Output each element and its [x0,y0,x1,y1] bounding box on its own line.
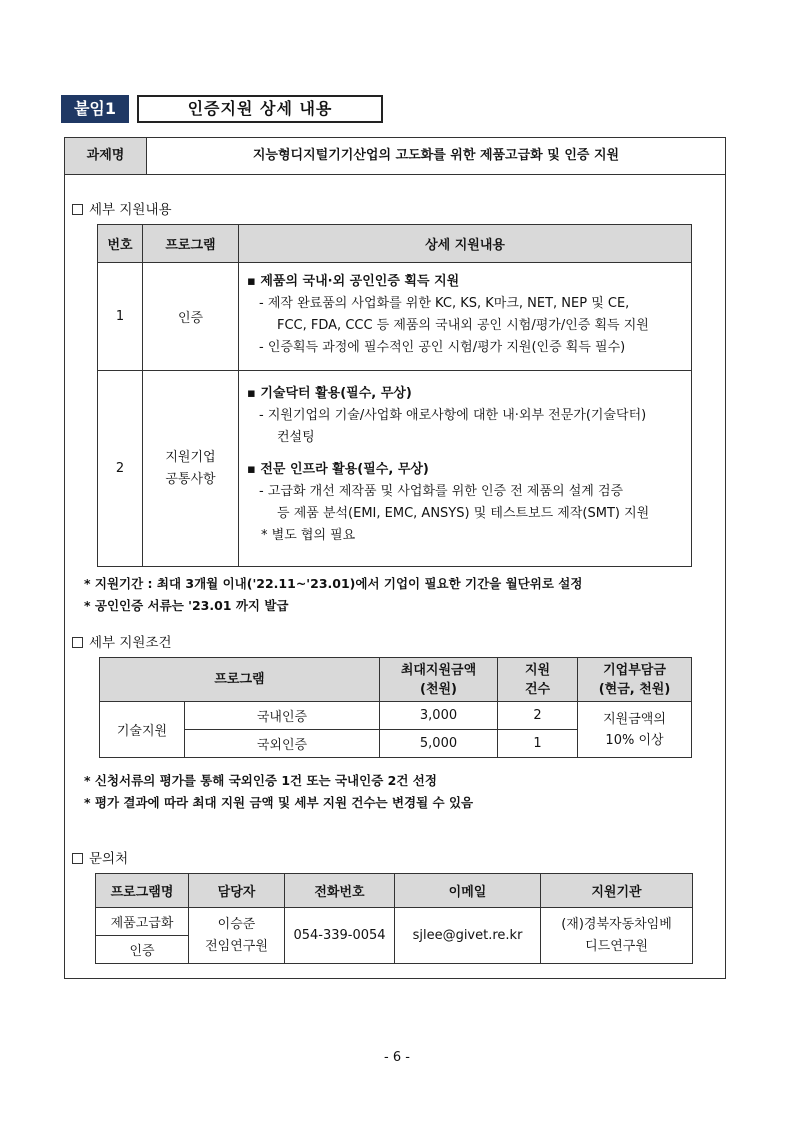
note-period: * 지원기간 : 최대 3개월 이내('22.11~'23.01)에서 기업이 필요한 기간을 월단위로 설정 [84,576,583,591]
header-max-amount: 최대지원금액 (천원) [380,658,498,702]
table-row [98,263,692,371]
subject-row [65,138,725,175]
max-amount: 5,000 [380,730,498,758]
page-number: - 6 - [384,1050,410,1065]
detail-line: - 지원기업의 기술/사업화 애로사항에 대한 내·외부 전문가(기술닥터) [259,408,647,423]
contact-table [95,873,693,964]
subject-label: 과제명 [65,138,147,174]
table-row [96,908,693,936]
email: sjlee@givet.re.kr [395,908,541,964]
program-name: 국외인증 [185,730,380,758]
header-count: 지원 건수 [498,658,578,702]
row-number: 1 [98,263,143,371]
table-header-row [96,874,693,908]
checkbox-square-icon [72,204,83,215]
header-program-name: 프로그램명 [96,874,189,908]
table-header-row [98,225,692,263]
header-number: 번호 [98,225,143,263]
subject-value: 지능형디지털기기산업의 고도화를 위한 제품고급화 및 인증 지원 [252,148,620,163]
header-detail: 상세 지원내용 [239,225,692,263]
note-change: * 평가 결과에 따라 최대 지원 금액 및 세부 지원 건수는 변경될 수 있음 [84,795,474,810]
header-manager: 담당자 [189,874,285,908]
program-line: 지원기업 [165,449,216,465]
header-organization: 지원기관 [541,874,693,908]
section-title-contact: 문의처 [72,847,128,867]
detail-line: 컨설팅 [277,430,315,445]
row-program [143,371,239,567]
section-title-support-content: 세부 지원내용 [72,198,172,218]
table-row [100,702,692,730]
detail-bullet: ▪ 전문 인프라 활용(필수, 무상) [247,462,429,477]
header-email: 이메일 [395,874,541,908]
checkbox-square-icon [72,853,83,864]
program-name: 제품고급화 [96,908,189,936]
detail-bullet: ▪ 제품의 국내·외 공인인증 획득 지원 [247,274,460,289]
header-program: 프로그램 [100,658,380,702]
table-row [98,371,692,567]
support-count: 2 [498,702,578,730]
detail-line: FCC, FDA, CCC 등 제품의 국내외 공인 시험/평가/인증 획득 지원 [277,318,649,333]
detail-line: - 고급화 개선 제작품 및 사업화를 위한 인증 전 제품의 설계 검증 [259,484,624,499]
support-count: 1 [498,730,578,758]
section-title-support-conditions: 세부 지원조건 [72,631,172,651]
attachment-header [61,95,383,123]
detail-line: - 인증획득 과정에 필수적인 공인 시험/평가 지원(인증 획득 필수) [259,340,626,355]
row-detail [239,263,692,371]
note-selection: * 신청서류의 평가를 통해 국외인증 1건 또는 국내인증 2건 선정 [84,773,437,788]
program-line: 공통사항 [165,471,216,487]
company-share: 지원금액의 10% 이상 [578,702,692,758]
support-conditions-table [99,657,692,758]
organization: (재)경북자동차임베 디드연구원 [541,908,693,964]
program-name: 인증 [96,936,189,964]
phone: 054-339-0054 [285,908,395,964]
support-content-table [97,224,692,567]
header-company-share: 기업부담금 (현금, 천원) [578,658,692,702]
row-detail [239,371,692,567]
checkbox-square-icon [72,637,83,648]
manager: 이승준 전임연구원 [189,908,285,964]
detail-note: * 별도 협의 필요 [261,528,356,543]
detail-line: 등 제품 분석(EMI, EMC, ANSYS) 및 테스트보드 제작(SMT) 지원 [277,506,650,521]
attachment-badge: 붙임1 [61,95,129,123]
max-amount: 3,000 [380,702,498,730]
document-title: 인증지원 상세 내용 [137,95,383,123]
program-name: 국내인증 [185,702,380,730]
header-program: 프로그램 [143,225,239,263]
table-header-row [100,658,692,702]
group-label: 기술지원 [100,702,185,758]
row-number: 2 [98,371,143,567]
detail-line: - 제작 완료품의 사업화를 위한 KC, KS, K마크, NET, NEP 및 CE, [259,296,630,311]
detail-bullet: ▪ 기술닥터 활용(필수, 무상) [247,386,412,401]
note-documents: * 공인인증 서류는 '23.01 까지 발급 [84,598,289,613]
row-program: 인증 [143,263,239,371]
header-phone: 전화번호 [285,874,395,908]
